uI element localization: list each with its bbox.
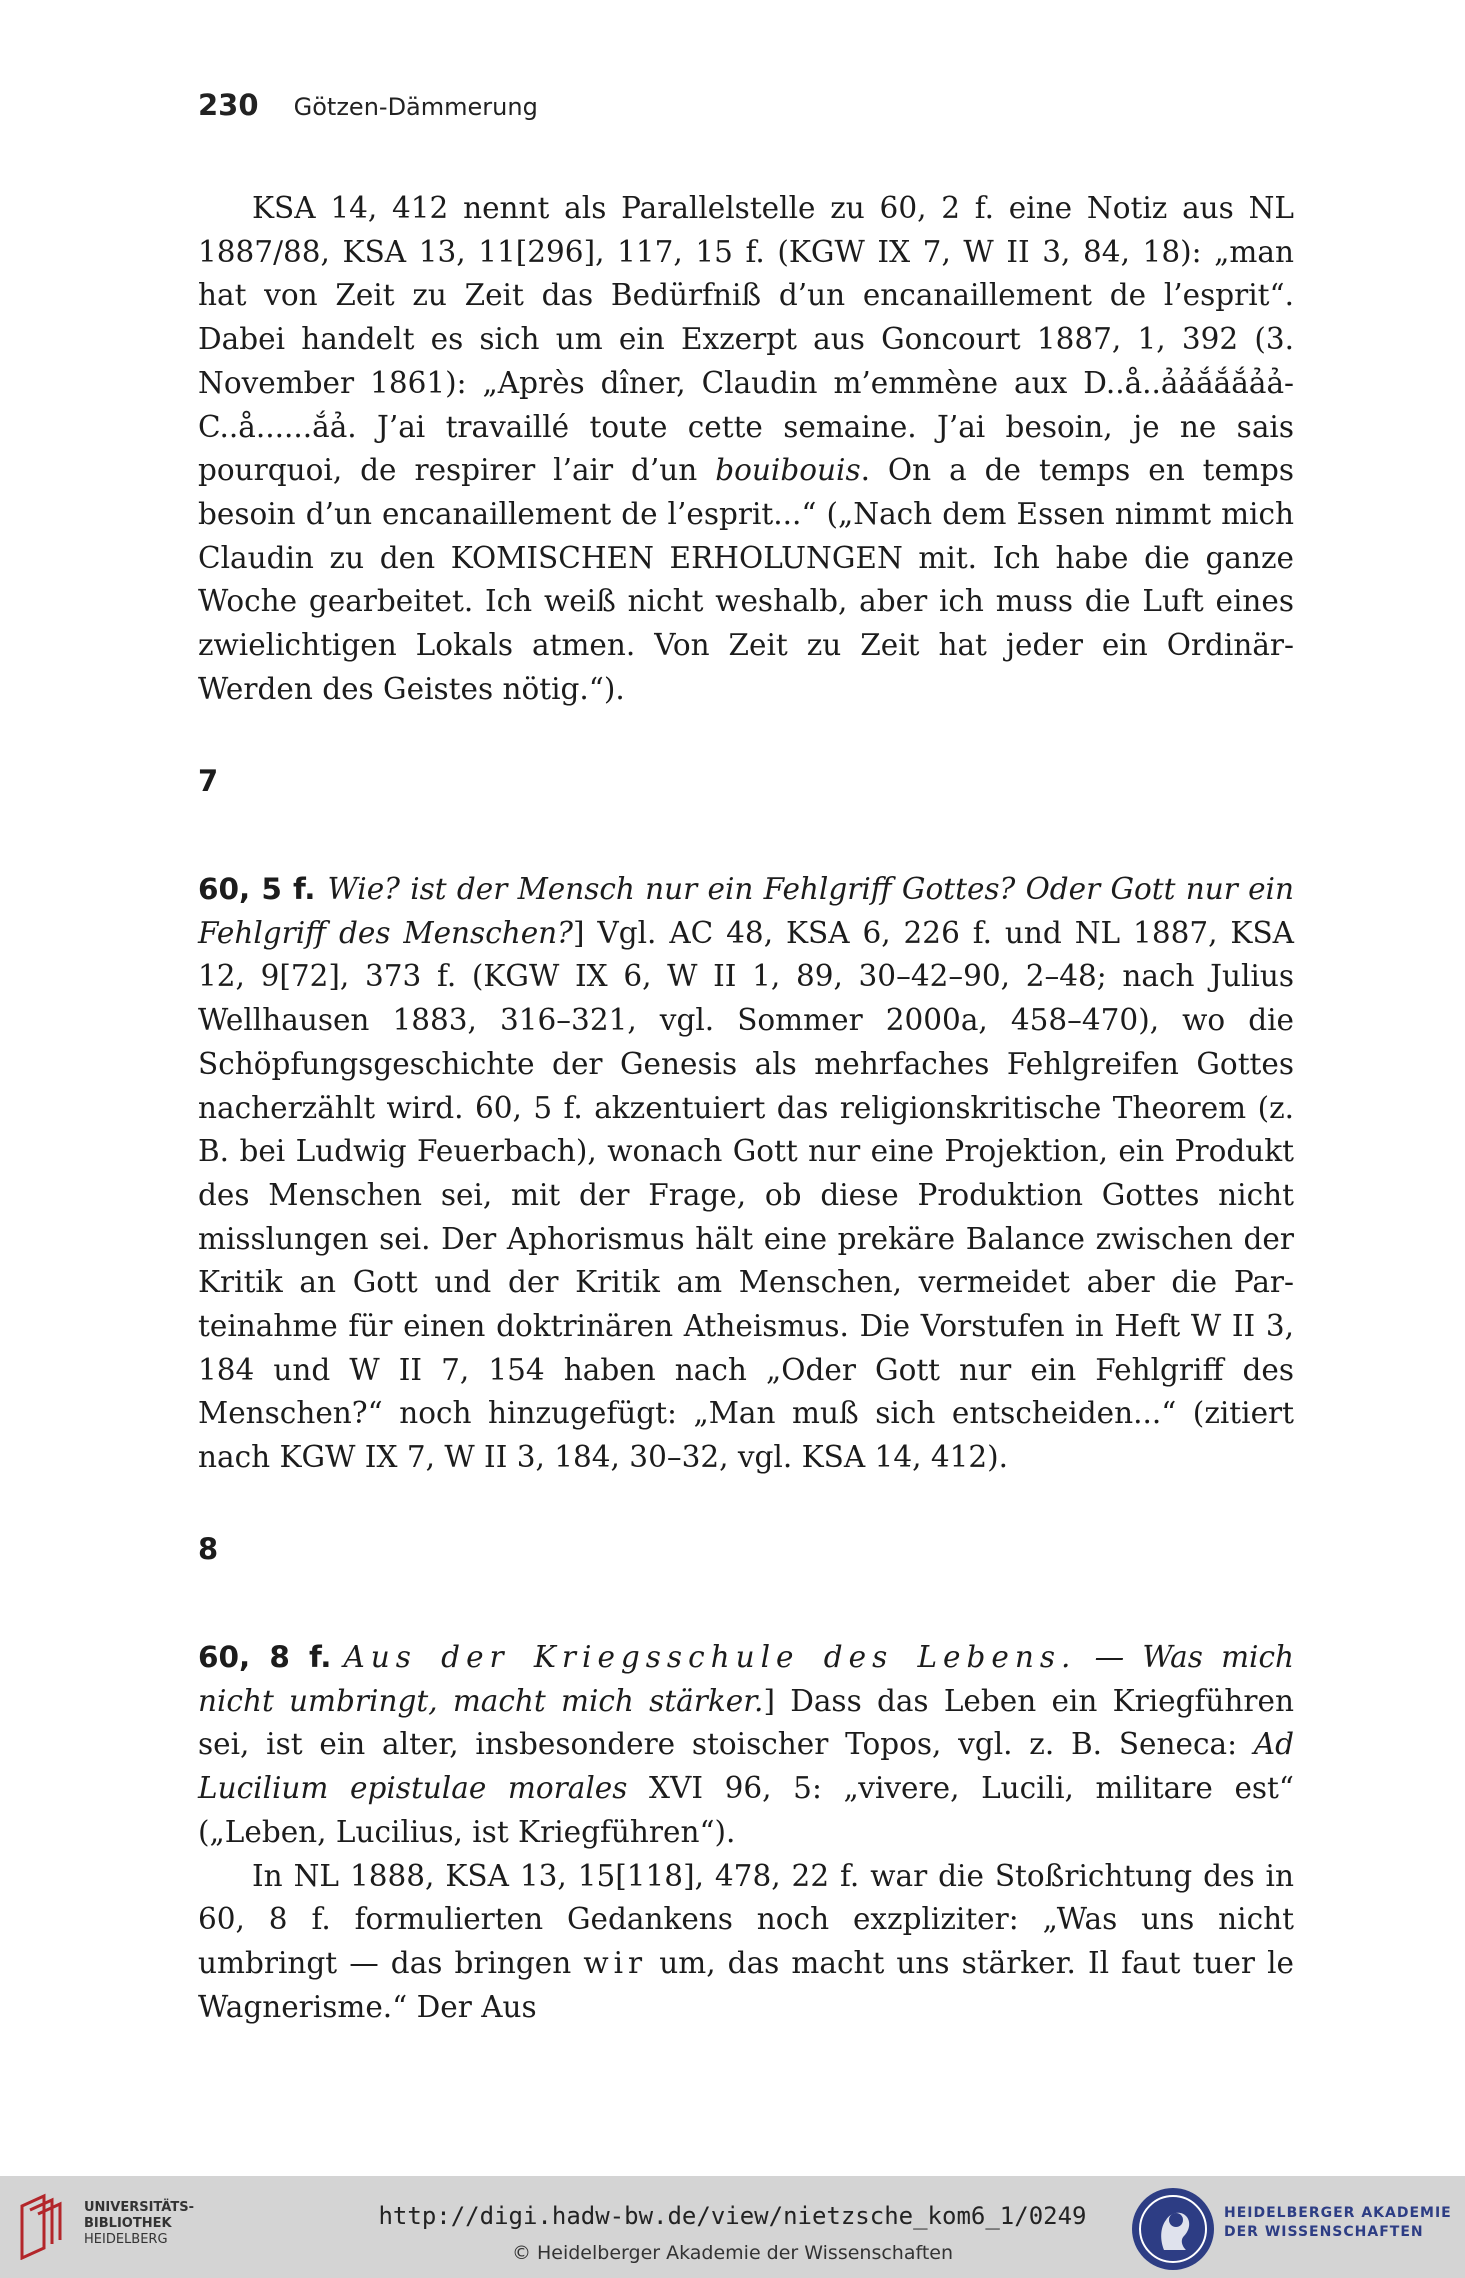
lemma-spaced-text: Aus der Kriegsschule des Lebens. xyxy=(343,1640,1077,1674)
permalink-url[interactable]: http://digi.hadw-bw.de/view/nietzsche_kom6_1/0249 xyxy=(378,2202,1087,2230)
academy-name-line: HEIDELBERGER AKADEMIE xyxy=(1224,2205,1452,2221)
commentary-entry-7 xyxy=(198,868,1294,1480)
academy-name xyxy=(1224,2204,1452,2242)
commentary-text: ] Dass das Leben ein Kriegführen sei, ist ein alter, insbesondere stoischer Topos, vgl. z. B. Seneca: xyxy=(198,1683,1294,1762)
lemma-reference: 60, 8 f. xyxy=(198,1640,332,1674)
commentary-paragraph xyxy=(198,187,1294,711)
academy-name-line: DER WISSENSCHAFTEN xyxy=(1224,2224,1424,2240)
italic-term: bouibouis xyxy=(715,453,861,488)
library-name-line: HEIDELBERG xyxy=(84,2232,168,2247)
paragraph-text: . On a de temps en temps besoin d’un encanaillement de l’esprit...“ („Nach dem Essen nimmt mich Claudin zu den KOMISCHEN ERHOLUNGEN mit. Ich habe die ganze Woche gearbeitet. Ich weiß nicht weshalb, aber ich muss die Luft eines zwielichtigen Lokals atmen. Von Zeit zu Zeit hat jeder ein Ordinär-Werden des Geistes nötig.“). xyxy=(198,453,1294,706)
running-head xyxy=(198,88,538,122)
page-number: 230 xyxy=(198,88,259,122)
work-title: Ad Lucilium epistulae morales xyxy=(198,1727,1294,1806)
commentary-text: um, das macht uns stärker. Il faut tuer le Wagnerisme.“ Der Aus xyxy=(198,1945,1294,2024)
lemma-text: Wie? ist der Mensch nur ein Fehlgriff Gottes? Oder Gott nur ein Fehlgriff des Menschen? xyxy=(198,872,1294,950)
lemma-text: — Was mich nicht umbringt, macht mich stärker. xyxy=(198,1640,1295,1718)
running-title: Götzen-Dämmerung xyxy=(293,93,538,121)
copyright-notice: © Heidelberger Akademie der Wissenschaften xyxy=(511,2242,954,2264)
section-heading-7: 7 xyxy=(198,764,219,798)
library-name-line: BIBLIOTHEK xyxy=(84,2216,172,2231)
footer-band xyxy=(0,2176,1465,2278)
commentary-entry-8 xyxy=(198,1636,1294,2029)
section-heading-8: 8 xyxy=(198,1532,219,1566)
emphasized-word: wir xyxy=(583,1945,648,1980)
lemma-reference: 60, 5 f. xyxy=(198,872,316,906)
commentary-text: XVI 96, 5: „vivere, Lucili, militare est“ („Leben, Lucilius, ist Kriegführen“). xyxy=(198,1771,1294,1849)
academy-seal-icon[interactable] xyxy=(1130,2186,1216,2272)
commentary-text: ] Vgl. AC 48, KSA 6, 226 f. und NL 1887, KSA 12, 9[72], 373 f. (KGW IX 6, W II 1, 89, 30–42–90, 2–48; nach Julius Wellhausen 1883, 316–321, vgl. Sommer 2000a, 458–470), wo die Schöpfungsgeschichte der Genesis als mehrfaches Fehlgreifen Gottes nacherzählt wird. 60, 5 f. akzentuiert das religionskritische Theorem (z. B. bei Ludwig Feuerbach), wonach Gott nur eine Projektion, ein Produkt des Menschen sei, mit der Frage, ob diese Produktion Gottes nicht misslungen sei. Der Aphorismus hält eine prekäre Balance zwischen der Kritik an Gott und der Kritik am Menschen, vermeidet aber die Parteinahme für einen doktrinären Atheismus. Die Vorstufen in Heft W II 3, 184 und W II 7, 154 haben nach „Oder Gott nur ein Fehlgriff des Menschen?“ noch hinzugefügt: „Man muß sich entscheiden...“ (zitiert nach KGW IX 7, W II 3, 184, 30–32, vgl. KSA 14, 412). xyxy=(198,915,1294,1475)
commentary-text: In NL 1888, KSA 13, 15[118], 478, 22 f. war die Stoßrichtung des in 60, 8 f. formulierten Gedankens noch exzpliziter: „Was uns nicht umbringt — das bringen xyxy=(198,1858,1294,1980)
paragraph-text: KSA 14, 412 nennt als Parallelstelle zu 60, 2 f. eine Notiz aus NL 1887/88, KSA 13, 11[296], 117, 15 f. (KGW IX 7, W II 3, 84, 18): „man hat von Zeit zu Zeit das Bedürfniß d’un encanaillement de l’esprit“. Dabei handelt es sich um ein Exzerpt aus Goncourt 1887, 1, 392 (3. November 1861): „Après dîner, Claudin m’emmène aux D..å..ảảắắắảả-C..å......ắả. J’ai travaillé toute cette semaine. J’ai besoin, je ne sais pourquoi, de respirer l’air d’un xyxy=(198,191,1294,488)
library-name-line: UNIVERSITÄTS- xyxy=(84,2200,194,2215)
